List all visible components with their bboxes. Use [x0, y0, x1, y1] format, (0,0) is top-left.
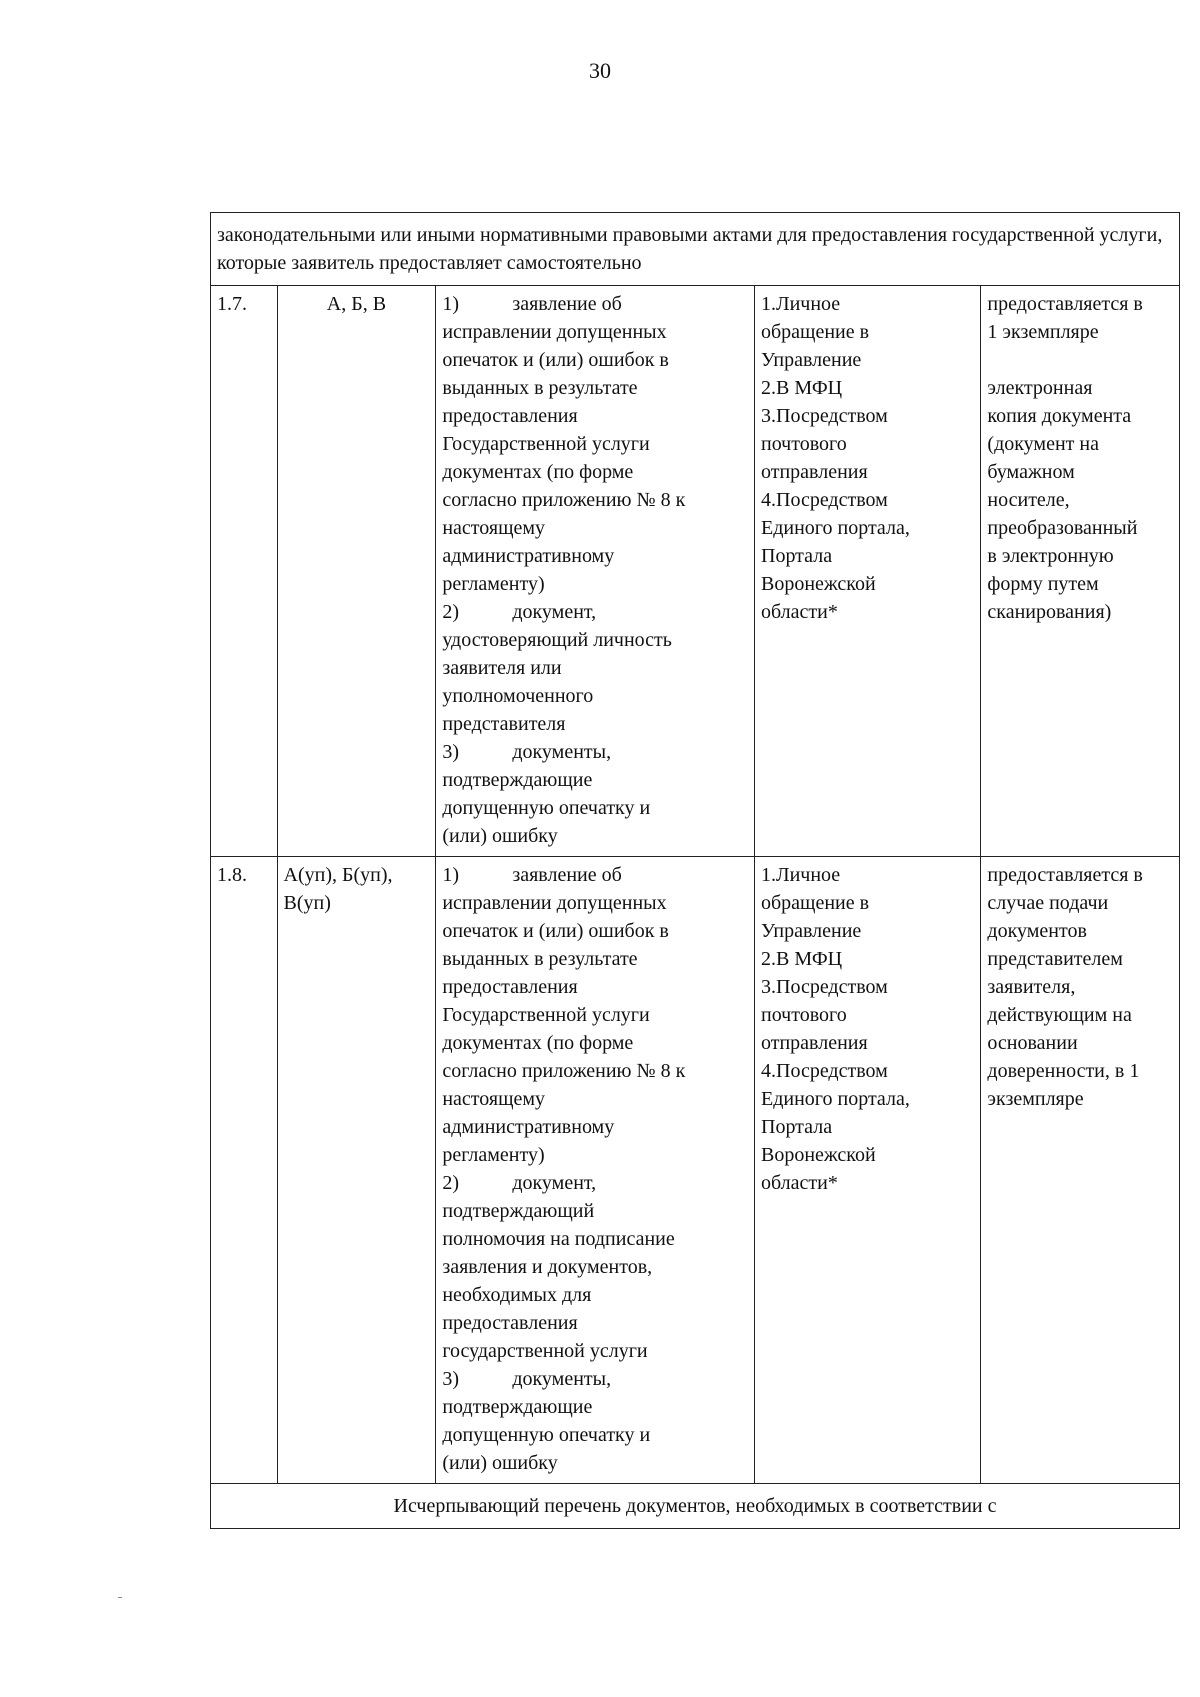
document-item-line: подтверждающие: [442, 769, 593, 791]
way-item-text: Посредством: [776, 976, 888, 998]
way-item-line: Единого портала,: [761, 1088, 910, 1110]
note-line: предоставляется в: [987, 864, 1143, 886]
document-item-number: 1): [442, 864, 459, 886]
document-item-line: согласно приложению № 8 к: [442, 1060, 686, 1082]
document-item-line: административному: [442, 545, 615, 567]
document-item-line: выданных в результате: [442, 948, 638, 970]
way-item-line: Управление: [761, 349, 862, 371]
document-item-text: документ,: [512, 1172, 597, 1194]
table-body: [211, 286, 1180, 1484]
row-note: [981, 286, 1180, 857]
document-item-number: 2): [442, 601, 459, 623]
way-item-number: 4.: [761, 1060, 776, 1082]
document-item-line: заявления и документов,: [442, 1256, 653, 1278]
note-line: бумажном: [987, 461, 1075, 483]
way-item-first-line: [761, 402, 974, 430]
way-item-line: почтового: [761, 1004, 847, 1026]
document-item-number: 2): [442, 1172, 459, 1194]
document-item-line: представителя: [442, 713, 566, 735]
document-item-text: документ,: [512, 601, 597, 623]
scan-artifact: [118, 1597, 122, 1598]
way-item-line: Портала: [761, 545, 833, 567]
row-number: 1.7.: [211, 286, 278, 857]
document-item-text: заявление об: [512, 293, 622, 315]
document-item-line: Государственной услуги: [442, 433, 650, 455]
way-item-text: В МФЦ: [776, 948, 843, 970]
document-item-line: подтверждающий: [442, 1200, 595, 1222]
document-item-line: уполномоченного: [442, 685, 594, 707]
way-item-first-line: [761, 945, 974, 973]
way-item-text: Личное: [776, 864, 841, 886]
note-line: случае подачи: [987, 892, 1109, 914]
way-item-line: Портала: [761, 1116, 833, 1138]
document-item-line: опечаток и (или) ошибок в: [442, 349, 669, 371]
way-item-text: Личное: [776, 293, 841, 315]
way-item-first-line: [761, 1057, 974, 1085]
document-item-text: документы,: [512, 741, 612, 763]
document-item-line: исправлении допущенных: [442, 321, 667, 343]
document-item-line: административному: [442, 1116, 615, 1138]
note-line: преобразованный: [987, 517, 1138, 539]
document-item-line: удостоверяющий личность: [442, 629, 672, 651]
way-item-line: Воронежской: [761, 1144, 876, 1166]
note-line: заявителя,: [987, 976, 1076, 998]
way-item-line: области*: [761, 601, 838, 623]
note-line: документов: [987, 920, 1087, 942]
way-item-first-line: [761, 290, 974, 318]
note-line: доверенности, в 1: [987, 1060, 1140, 1082]
way-item-text: Посредством: [776, 1060, 888, 1082]
way-item-line: обращение в: [761, 892, 870, 914]
note-line: в электронную: [987, 545, 1114, 567]
table-header-row: [211, 213, 1180, 286]
document-item-line: настоящему: [442, 517, 545, 539]
note-line: экземпляре: [987, 1088, 1084, 1110]
way-item-line: области*: [761, 1172, 838, 1194]
note-line: предоставляется в: [987, 293, 1143, 315]
row-submission-ways: [755, 286, 981, 857]
document-item-line: настоящему: [442, 1088, 545, 1110]
document-item-line: (или) ошибку: [442, 1452, 558, 1474]
document-item-first-line: [442, 738, 748, 766]
way-item-number: 3.: [761, 405, 776, 427]
row-documents: [436, 857, 755, 1484]
way-item-line: отправления: [761, 461, 868, 483]
way-item-text: Посредством: [776, 489, 888, 511]
way-item-text: В МФЦ: [776, 377, 843, 399]
document-item-text: документы,: [512, 1368, 612, 1390]
document-item-line: предоставления: [442, 976, 578, 998]
note-line: носителе,: [987, 489, 1070, 511]
row-submission-ways: [755, 857, 981, 1484]
document-item-line: Государственной услуги: [442, 1004, 650, 1026]
table-row: [211, 857, 1180, 1484]
document-item-line: заявителя или: [442, 657, 562, 679]
row-documents: [436, 286, 755, 857]
document-item-line: (или) ошибку: [442, 825, 558, 847]
note-line: сканирования): [987, 601, 1112, 623]
document-item-line: допущенную опечатку и: [442, 797, 651, 819]
way-item-line: обращение в: [761, 321, 870, 343]
way-item-number: 2.: [761, 948, 776, 970]
document-item-line: государственной услуги: [442, 1340, 648, 1362]
way-item-first-line: [761, 973, 974, 1001]
way-item-number: 1.: [761, 293, 776, 315]
row-note: [981, 857, 1180, 1484]
document-item-line: предоставления: [442, 405, 578, 427]
document-item-line: согласно приложению № 8 к: [442, 489, 686, 511]
way-item-line: Управление: [761, 920, 862, 942]
document-item-line: необходимых для: [442, 1284, 592, 1306]
documents-table: [210, 212, 1180, 1529]
document-item-number: 1): [442, 293, 459, 315]
note-line: [987, 346, 1173, 374]
document-item-number: 3): [442, 1368, 459, 1390]
way-item-number: 3.: [761, 976, 776, 998]
document-item-first-line: [442, 598, 748, 626]
table-footer-row: [211, 1484, 1180, 1529]
document-item-line: регламенту): [442, 1144, 545, 1166]
way-item-line: Единого портала,: [761, 517, 910, 539]
way-item-number: 4.: [761, 489, 776, 511]
note-line: электронная: [987, 377, 1093, 399]
row-number: 1.8.: [211, 857, 278, 1484]
document-item-number: 3): [442, 741, 459, 763]
note-line: основании: [987, 1032, 1078, 1054]
document-item-first-line: [442, 861, 748, 889]
document-item-line: допущенную опечатку и: [442, 1424, 651, 1446]
document-item-line: регламенту): [442, 573, 545, 595]
row-category: А(уп), Б(уп), В(уп): [277, 857, 436, 1484]
way-item-first-line: [761, 486, 974, 514]
document-item-line: выданных в результате: [442, 377, 638, 399]
document-item-line: подтверждающие: [442, 1396, 593, 1418]
note-line: форму путем: [987, 573, 1099, 595]
header-row-text: законодательными или иными нормативными правовыми актами для предоставления государственной услуги, которые заявитель предоставляет самостоятельно: [211, 213, 1180, 286]
document-item-text: заявление об: [512, 864, 622, 886]
footer-row-text: Исчерпывающий перечень документов, необходимых в соответствии с: [211, 1484, 1180, 1529]
way-item-number: 1.: [761, 864, 776, 886]
document-item-line: опечаток и (или) ошибок в: [442, 920, 669, 942]
page-number: 30: [589, 58, 611, 83]
document-item-first-line: [442, 1365, 748, 1393]
table-row: [211, 286, 1180, 857]
way-item-text: Посредством: [776, 405, 888, 427]
way-item-number: 2.: [761, 377, 776, 399]
note-line: действующим на: [987, 1004, 1132, 1026]
way-item-line: отправления: [761, 1032, 868, 1054]
note-line: представителем: [987, 948, 1123, 970]
document-item-first-line: [442, 1169, 748, 1197]
note-line: 1 экземпляре: [987, 321, 1099, 343]
way-item-line: Воронежской: [761, 573, 876, 595]
document-item-line: документах (по форме: [442, 461, 634, 483]
way-item-first-line: [761, 861, 974, 889]
row-category: А, Б, В: [277, 286, 436, 857]
document-item-line: полномочия на подписание: [442, 1228, 675, 1250]
document-item-first-line: [442, 290, 748, 318]
document-item-line: предоставления: [442, 1312, 578, 1334]
document-item-line: исправлении допущенных: [442, 892, 667, 914]
note-line: копия документа: [987, 405, 1132, 427]
document-item-line: документах (по форме: [442, 1032, 634, 1054]
note-line: (документ на: [987, 433, 1099, 455]
way-item-line: почтового: [761, 433, 847, 455]
way-item-first-line: [761, 374, 974, 402]
